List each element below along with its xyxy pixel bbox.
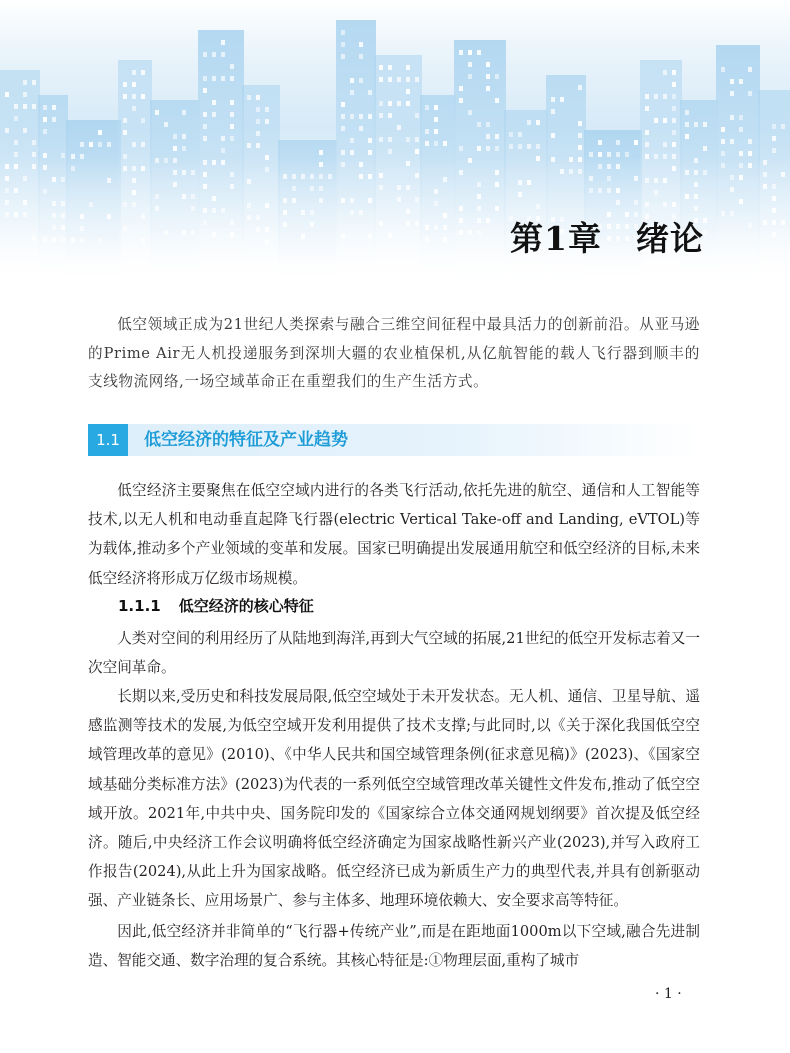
section-heading-bar bbox=[88, 424, 700, 456]
section-number: 1.1 bbox=[88, 424, 128, 456]
chapter-title: 绪论 bbox=[635, 219, 704, 258]
body-paragraph-2: 长期以来,受历史和科技发展局限,低空空域处于未开发状态。无人机、通信、卫星导航、遥感监测等技术的发展,为低空空域开发利用提供了技术支撑;与此同时,以《关于深化我国低空空域管理改革的意见》(2010)、《中华人民共和国空域管理条例(征求意见稿)》(2023)、《国家空域基础分类标准方法》(2023)为代表的一系列低空空域管理改革关键性文件发布,推动了低空空域开放。2021年,中共中央、国务院印发的《国家综合立体交通网规划纲要》首次提及低空经济。随后,中央经济工作会议明确将低空经济确定为国家战略性新兴产业(2023),并写入政府工作报告(2024),从此上升为国家战略。低空经济已成为新质生产力的典型代表,并具有创新驱动强、产业链条长、应用场景广、参与主体多、地理环境依赖大、安全要求高等特征。 bbox=[88, 688, 700, 910]
section-title: 低空经济的特征及产业趋势 bbox=[144, 430, 348, 450]
section-paragraph: 低空经济主要聚焦在低空空域内进行的各类飞行活动,依托先进的航空、通信和人工智能等技术,以无人机和电动垂直起降飞行器(electric Vertical Take-off and Landing, eVTOL)等为载体,推动多个产业领域的变革和发展。国家已明确提出发展通用航空和低空经济的目标,未来低空经济将形成万亿级市场规模。 bbox=[88, 482, 700, 587]
body-paragraph-3: 因此,低空经济并非简单的“飞行器+传统产业”,而是在距地面1000m以下空域,融合先进制造、智能交通、数字治理的复合系统。其核心特征是:①物理层面,重构了城市 bbox=[88, 923, 700, 970]
page-number: · 1 · bbox=[655, 986, 682, 1002]
chapter-number: 第1章 bbox=[510, 219, 602, 258]
chapter-heading bbox=[510, 213, 704, 260]
subsection-number: 1.1.1 bbox=[118, 597, 161, 615]
body-paragraph-1: 人类对空间的利用经历了从陆地到海洋,再到大气空域的拓展,21世纪的低空开发标志着又一次空间革命。 bbox=[88, 630, 700, 677]
subsection-heading bbox=[118, 594, 314, 618]
subsection-title: 低空经济的核心特征 bbox=[178, 597, 314, 615]
intro-paragraph: 低空领域正成为21世纪人类探索与融合三维空间征程中最具活力的创新前沿。从亚马逊的Prime Air无人机投递服务到深圳大疆的农业植保机,从亿航智能的载人飞行器到顺丰的支线物流网络,一场空域革命正在重塑我们的生产生活方式。 bbox=[88, 316, 700, 390]
